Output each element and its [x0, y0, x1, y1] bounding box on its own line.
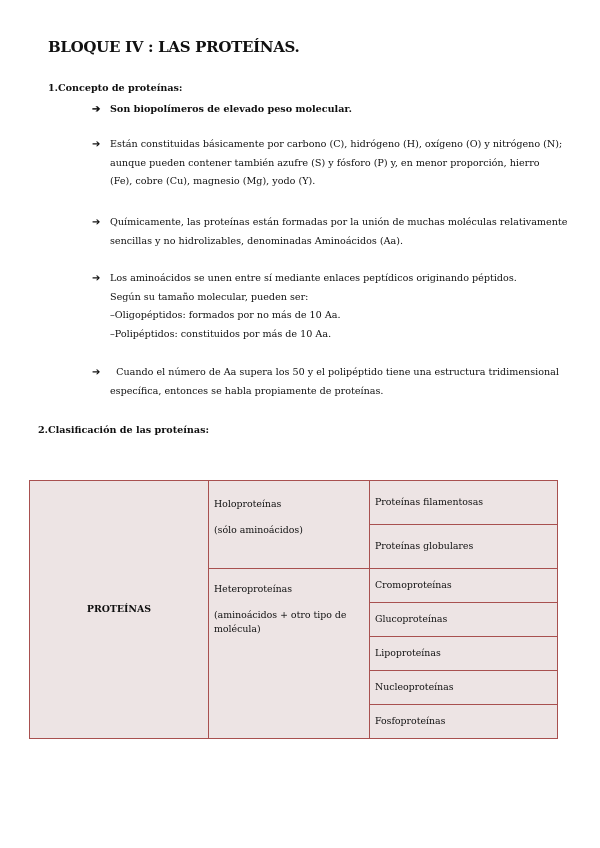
bullet-line: Químicamente, las proteínas están formadas por la unión de muchas moléculas relativamente [110, 217, 568, 228]
bullet-line: Según su tamaño molecular, pueden ser: [110, 291, 309, 303]
bullet-line: Están constituidas básicamente por carbono (C), hidrógeno (H), oxígeno (O) y nitrógeno (N); [110, 139, 563, 150]
bullet-line: (Fe), cobre (Cu), magnesio (Mg), yodo (Y). [110, 176, 316, 187]
group-name: Holoproteínas [214, 499, 282, 510]
bullet-line: Son biopolímeros de elevado peso molecular. [110, 104, 352, 115]
bullet-line: Los aminoácidos se unen entre sí mediante enlaces peptídicos originando péptidos. [110, 273, 517, 284]
leaf-cell: Cromoproteínas [370, 569, 558, 603]
leaf-cell: Nucleoproteínas [370, 671, 558, 705]
bullet-line: –Oligopéptidos: formados por no más de 10 Aa. [110, 310, 341, 321]
section-heading-concepto: 1.Concepto de proteínas: [48, 83, 183, 94]
arrow-icon: ➔ [92, 104, 101, 115]
bullet-3 [92, 214, 567, 251]
bullet-2 [92, 136, 562, 192]
bullet-line: Cuando el número de Aa supera los 50 y el polipéptido tiene una estructura tridimensional [110, 367, 559, 378]
group-name: Heteroproteínas [214, 584, 293, 595]
arrow-icon: ➔ [92, 217, 101, 228]
leaf-cell: Fosfoproteínas [370, 705, 558, 739]
page-title: BLOQUE IV : LAS PROTEÍNAS. [48, 38, 300, 56]
arrow-icon: ➔ [92, 139, 101, 150]
bullet-line: específica, entonces se habla propiamente de proteínas. [110, 385, 384, 397]
leaf-cell: Lipoproteínas [370, 637, 558, 671]
group-detail: (sólo aminoácidos) [214, 525, 303, 536]
group-detail: (aminoácidos + otro tipo de molécula) [214, 610, 347, 635]
bullet-line: aunque pueden contener también azufre (S) y fósforo (P) y, en menor proporción, hierro [110, 157, 540, 169]
leaf-cell: Proteínas filamentosas [370, 481, 558, 525]
group-heteroproteinas [209, 569, 370, 739]
root-cell: PROTEÍNAS [30, 481, 209, 739]
bullet-line: sencillas y no hidrolizables, denominadas Aminoácidos (Aa). [110, 235, 404, 247]
bullet-5 [92, 364, 559, 401]
classification-table [29, 480, 558, 739]
section-heading-clasificacion: 2.Clasificación de las proteínas: [38, 425, 210, 436]
leaf-cell: Glucoproteínas [370, 603, 558, 637]
leaf-cell: Proteínas globulares [370, 525, 558, 569]
group-holoproteinas [209, 481, 370, 569]
arrow-icon: ➔ [92, 367, 101, 378]
bullet-1 [92, 101, 352, 120]
bullet-line: –Polipéptidos: constituidos por más de 10 Aa. [110, 328, 332, 340]
arrow-icon: ➔ [92, 273, 101, 284]
bullet-4 [92, 270, 517, 344]
